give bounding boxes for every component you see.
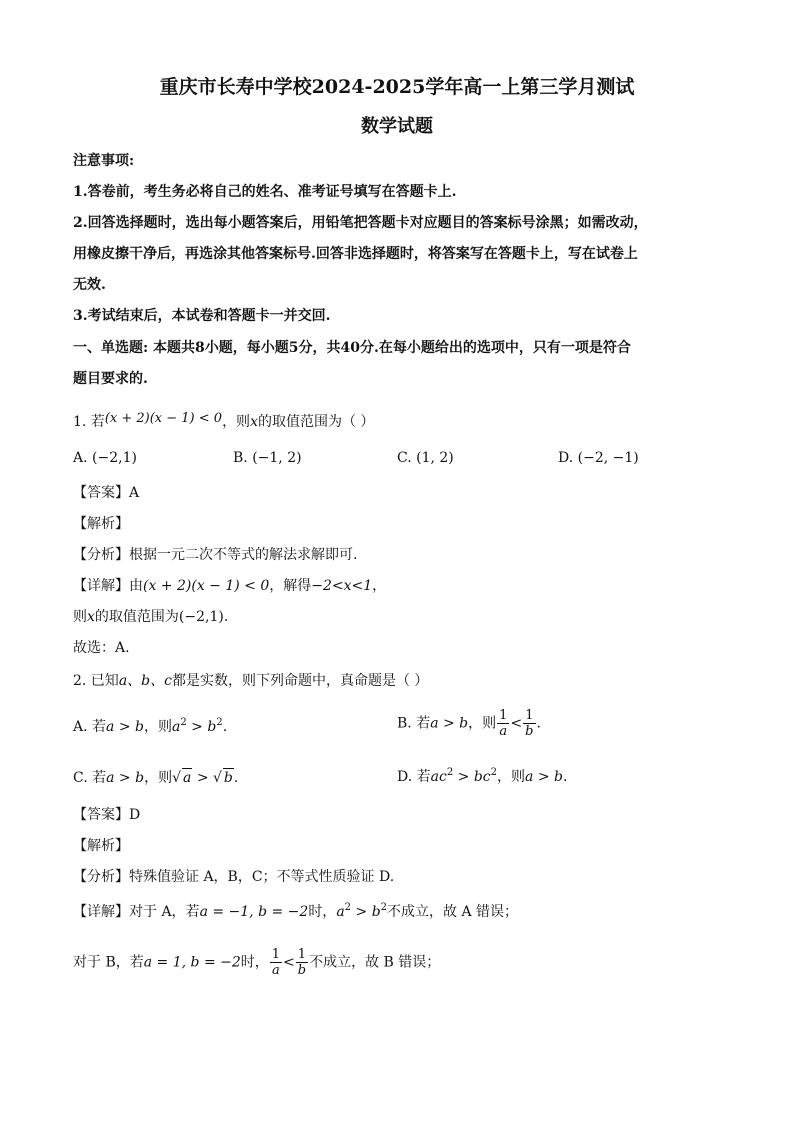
- q1-option-a: A. (−2,1): [73, 450, 137, 466]
- note-2-line-2: 用橡皮擦干净后，再选涂其他答案标号.回答非选择题时，将答案写在答题卡上，写在试卷上: [73, 246, 638, 262]
- q1-answer: 【答案】A: [73, 485, 140, 501]
- section-heading-line-1: 一、单选题: 本题共8小题，每小题5分，共40分.在每小题给出的选项中，只有一项是符合: [73, 340, 631, 356]
- q2-option-d: D. 若$ac^2 > bc^2$，则a > b.: [397, 767, 568, 785]
- question-1-stem: 1. 若(x + 2)(x − 1) < 0，则x的取值范围为（ ）: [73, 411, 375, 430]
- q2-fenxi: 【分析】特殊值验证 A，B，C；不等式性质验证 D.: [73, 869, 395, 885]
- q1-choose: 故选：A.: [73, 640, 130, 656]
- exam-title: 重庆市长寿中学校2024-2025学年高一上第三学月测试: [159, 76, 635, 98]
- q2-option-b: B. 若a > b，则 $\frac{1}{a}$ < $\frac{1}{b}$ .: [397, 708, 541, 739]
- q2-b-frac-a: $\frac{1}{a}$: [499, 708, 508, 739]
- q2-option-c: C. 若a > b，则√ a > √ b.: [73, 770, 239, 786]
- q1-option-d: D. (−2, −1): [558, 450, 639, 466]
- q1-detail: 【详解】由(x + 2)(x − 1) < 0，解得−2<x<1，: [73, 578, 387, 594]
- q1-fenxi: 【分析】根据一元二次不等式的解法求解即可.: [73, 547, 358, 563]
- note-2-line-1: 2.回答选择题时，选出每小题答案后，用铅笔把答题卡对应题目的答案标号涂黑；如需改动，: [73, 215, 648, 231]
- note-2-line-3: 无效.: [73, 277, 106, 293]
- note-1: 1.答卷前，考生务必将自己的姓名、准考证号填写在答题卡上.: [73, 184, 457, 200]
- note-3: 3.考试结束后，本试卷和答题卡一并交回.: [73, 308, 331, 324]
- q1-range: 则x的取值范围为(−2,1).: [73, 609, 229, 625]
- notes-heading: 注意事项:: [73, 153, 135, 169]
- q1-option-c: C. (1, 2): [397, 450, 454, 466]
- q2-b-frac-b: $\frac{1}{b}$: [525, 708, 534, 739]
- q1-inequality: (x + 2)(x − 1) < 0: [104, 411, 223, 426]
- question-2-stem: 2. 已知a、b、c都是实数，则下列命题中，真命题是（ ）: [73, 673, 429, 689]
- section-heading-line-2: 题目要求的.: [73, 371, 148, 387]
- q2-detail-frac-a: $\frac{1}{a}$: [271, 947, 281, 978]
- q2-analysis-label: 【解析】: [73, 838, 129, 854]
- q1-option-b: B. (−1, 2): [233, 450, 302, 466]
- q2-detail-frac-b: $\frac{1}{b}$: [297, 947, 307, 978]
- exam-subtitle: 数学试题: [361, 116, 433, 137]
- q2-answer: 【答案】D: [73, 807, 141, 823]
- q2-detail-a: 【详解】对于 A，若a = −1, b = −2时，$a^2 > b^2$不成立，故 A 错误；: [73, 902, 519, 920]
- q2-detail-b: 对于 B，若a = 1, b = −2时， $\frac{1}{a}$ < $\frac{1}{b}$ 不成立，故 B 错误；: [73, 947, 441, 978]
- q1-analysis-label: 【解析】: [73, 516, 129, 532]
- q2-option-a: A. 若a > b，则$a^2 > b^2$.: [73, 717, 228, 735]
